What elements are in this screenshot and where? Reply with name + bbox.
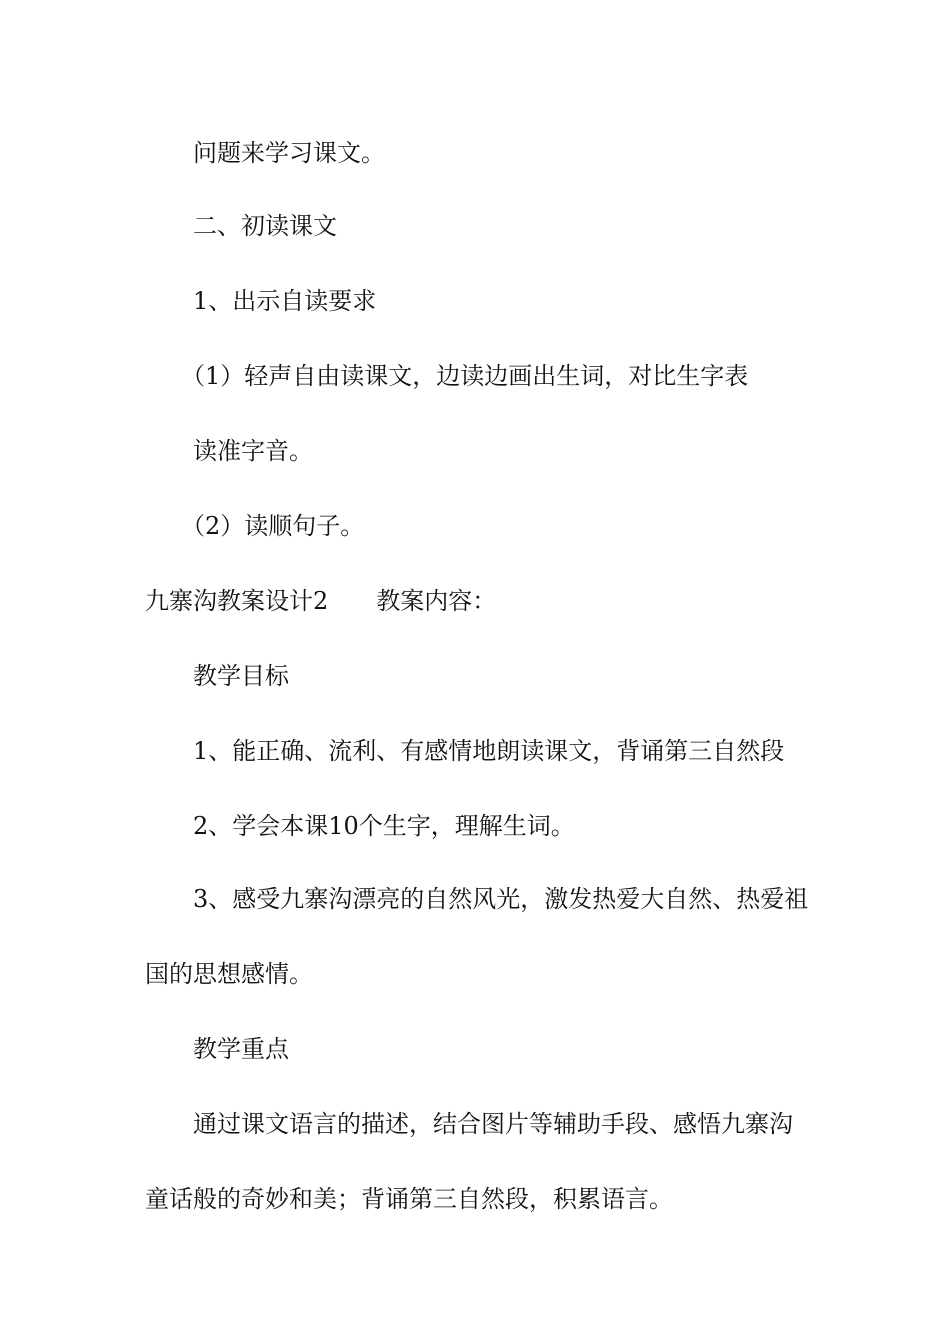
focus-paragraph-line-1: 通过课文语言的描述，结合图片等辅助手段、感悟九寨沟 [193,1110,793,1138]
section-heading-initial-reading: 二、初读课文 [193,212,337,240]
focus-paragraph-line-2: 童话般的奇妙和美；背诵第三自然段，积累语言。 [145,1185,673,1213]
list-item-reading-requirements: 1、出示自读要求 [193,287,377,315]
heading-teaching-objectives: 教学目标 [193,662,289,690]
section-title-lesson-plan-2: 九寨沟教案设计2 教案内容： [145,587,497,615]
objective-item-3-continuation: 国的思想感情。 [145,960,313,988]
text-line-1: 问题来学习课文。 [193,139,385,167]
list-item-requirement-1: （1）轻声自由读课文，边读边画出生词，对比生字表 [181,362,749,390]
list-item-requirement-2: （2）读顺句子。 [181,512,365,540]
objective-item-3: 3、感受九寨沟漂亮的自然风光，激发热爱大自然、热爱祖 [193,885,809,913]
objective-item-1: 1、能正确、流利、有感情地朗读课文，背诵第三自然段 [193,737,785,765]
objective-item-2: 2、学会本课10个生字，理解生词。 [193,812,575,840]
text-line-continuation: 读准字音。 [193,437,313,465]
heading-teaching-focus: 教学重点 [193,1035,289,1063]
